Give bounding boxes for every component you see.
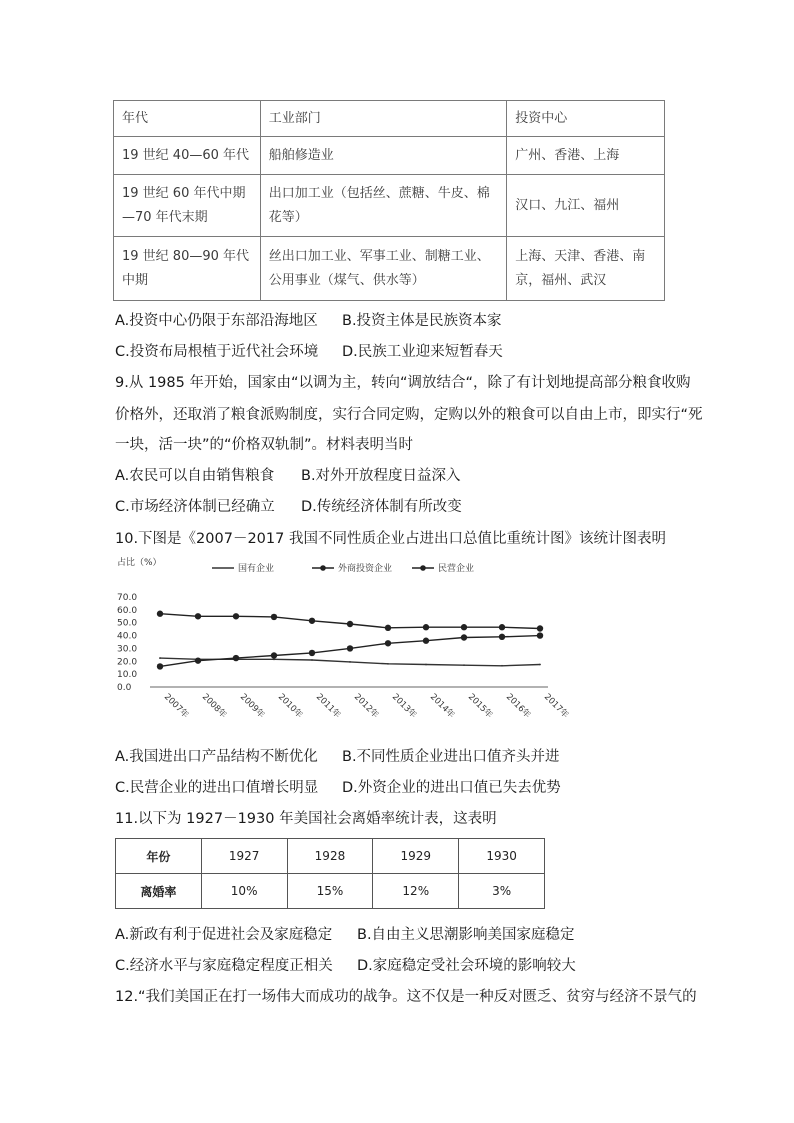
- x-tick-label: 2008年: [199, 692, 229, 721]
- data-point: [499, 634, 505, 640]
- table-header-cell: 年代: [114, 101, 261, 137]
- q10-stem: 10.下图是《2007－2017 我国不同性质企业占进出口总值比重统计图》该统计图表明: [115, 531, 666, 547]
- table-cell: 广州、香港、上海: [507, 137, 665, 175]
- data-point: [349, 661, 351, 663]
- data-point: [461, 624, 467, 630]
- data-point: [233, 655, 239, 661]
- y-tick-label: 20.0: [117, 657, 138, 668]
- data-point: [271, 652, 277, 658]
- q11-option-b: B.自由主义思潮影响美国家庭稳定: [357, 927, 575, 943]
- table-cell: 丝出口加工业、军事工业、制糖工业、公用事业（煤气、供水等）: [260, 237, 507, 301]
- x-tick-label: 2012年: [351, 692, 381, 721]
- q8-option-a: A.投资中心仍限于东部沿海地区: [115, 313, 318, 329]
- data-point: [157, 663, 163, 669]
- data-point: [309, 618, 315, 624]
- data-point: [233, 613, 239, 619]
- x-tick-label: 2007年: [161, 692, 191, 721]
- data-point: [157, 611, 163, 617]
- data-point: [499, 624, 505, 630]
- table-cell: 1927: [201, 839, 287, 874]
- y-tick-label: 70.0: [117, 593, 138, 603]
- x-tick-label: 2015年: [465, 692, 495, 721]
- y-tick-label: 60.0: [117, 605, 138, 616]
- y-tick-label: 30.0: [117, 644, 138, 655]
- data-point: [463, 664, 465, 666]
- data-point: [347, 621, 353, 627]
- x-tick-label: 2016年: [503, 692, 533, 721]
- q10-option-a: A.我国进出口产品结构不断优化: [115, 749, 318, 765]
- data-point: [501, 665, 503, 667]
- data-point: [539, 664, 541, 666]
- y-tick-label: 50.0: [117, 618, 138, 629]
- table-cell: 12%: [373, 874, 459, 909]
- q9-option-b: B.对外开放程度日益深入: [301, 468, 461, 484]
- q8-option-c: C.投资布局根植于近代社会环境: [115, 344, 319, 360]
- data-point: [195, 613, 201, 619]
- data-point: [425, 664, 427, 666]
- table-header-cell: 工业部门: [260, 101, 507, 137]
- legend-label: 国有企业: [238, 564, 275, 574]
- q10-option-d: D.外资企业的进出口值已失去优势: [342, 780, 561, 796]
- q11-option-a: A.新政有利于促进社会及家庭稳定: [115, 927, 333, 943]
- table-cell: 出口加工业（包括丝、蔗糖、牛皮、棉花等）: [260, 175, 507, 237]
- q9-stem-line-2: 价格外，还取消了粮食派购制度，实行合同定购，定购以外的粮食可以自由上市，即实行“死: [115, 407, 703, 423]
- table-cell: 15%: [287, 874, 373, 909]
- table-cell: 19 世纪 60 年代中期—70 年代末期: [114, 175, 261, 237]
- q12-stem-line-1: 12.“我们美国正在打一场伟大而成功的战争。这不仅是一种反对匮乏、贫穷与经济不景气的: [115, 989, 697, 1005]
- data-point: [309, 650, 315, 656]
- data-point: [311, 659, 313, 661]
- x-tick-label: 2017年: [541, 692, 571, 721]
- legend-label: 外商投资企业: [338, 564, 393, 574]
- table-row: [114, 237, 665, 301]
- table-cell: 3%: [459, 874, 545, 909]
- table-cell: 19 世纪 80—90 年代中期: [114, 237, 261, 301]
- table-header-cell: 年份: [116, 839, 202, 874]
- data-point: [347, 645, 353, 651]
- table-row: [116, 874, 545, 909]
- x-tick-label: 2009年: [237, 692, 267, 721]
- industry-investment-table: [113, 100, 665, 301]
- data-point: [537, 632, 543, 638]
- table-cell: 10%: [201, 874, 287, 909]
- data-point: [195, 657, 201, 663]
- table-cell: 汉口、九江、福州: [507, 175, 665, 237]
- table-header-cell: 离婚率: [116, 874, 202, 909]
- q11-option-c: C.经济水平与家庭稳定程度正相关: [115, 958, 333, 974]
- q9-option-c: C.市场经济体制已经确立: [115, 499, 275, 515]
- y-tick-label: 40.0: [117, 631, 138, 642]
- table-row: [114, 175, 665, 237]
- data-point: [423, 638, 429, 644]
- q9-stem-line-1: 9.从 1985 年开始，国家由“以调为主，转向“调放结合“，除了有计划地提高部分粮食收购: [115, 375, 691, 391]
- table-row: [116, 839, 545, 874]
- enterprise-share-line-chart: [115, 555, 571, 737]
- table-row: [114, 137, 665, 175]
- legend-marker: [420, 565, 426, 571]
- q11-option-d: D.家庭稳定受社会环境的影响较大: [357, 958, 576, 974]
- data-point: [271, 614, 277, 620]
- q8-option-d: D.民族工业迎来短暂春天: [342, 344, 503, 360]
- data-point: [423, 624, 429, 630]
- table-cell: 上海、天津、香港、南京，福州、武汉: [507, 237, 665, 301]
- table-header-row: [114, 101, 665, 137]
- q11-stem: 11.以下为 1927－1930 年美国社会离婚率统计表，这表明: [115, 811, 497, 827]
- data-point: [159, 657, 161, 659]
- table-cell: 1929: [373, 839, 459, 874]
- y-tick-label: 10.0: [117, 670, 138, 681]
- table-cell: 船舶修造业: [260, 137, 507, 175]
- legend-label: 民营企业: [438, 564, 475, 574]
- q9-stem-line-3: 一块，活一块”的“价格双轨制”。材料表明当时: [115, 437, 414, 453]
- legend-marker: [320, 565, 326, 571]
- data-point: [385, 625, 391, 631]
- x-tick-label: 2010年: [275, 692, 305, 721]
- y-axis-label: 占比（%）: [117, 558, 162, 568]
- x-tick-label: 2013年: [389, 692, 419, 721]
- q9-option-a: A.农民可以自由销售粮食: [115, 468, 275, 484]
- x-tick-label: 2014年: [427, 692, 457, 721]
- data-point: [537, 625, 543, 631]
- table-cell: 19 世纪 40—60 年代: [114, 137, 261, 175]
- data-point: [385, 640, 391, 646]
- table-header-cell: 投资中心: [507, 101, 665, 137]
- data-point: [273, 658, 275, 660]
- divorce-rate-table: [115, 838, 545, 909]
- q10-option-b: B.不同性质企业进出口值齐头并进: [342, 749, 560, 765]
- table-cell: 1928: [287, 839, 373, 874]
- q8-option-b: B.投资主体是民族资本家: [342, 313, 502, 329]
- table-cell: 1930: [459, 839, 545, 874]
- q9-option-d: D.传统经济体制有所改变: [301, 499, 462, 515]
- data-point: [461, 634, 467, 640]
- q10-option-c: C.民营企业的进出口值增长明显: [115, 780, 319, 796]
- data-point: [387, 663, 389, 665]
- x-tick-label: 2011年: [313, 692, 343, 721]
- y-tick-label: 0.0: [117, 683, 132, 693]
